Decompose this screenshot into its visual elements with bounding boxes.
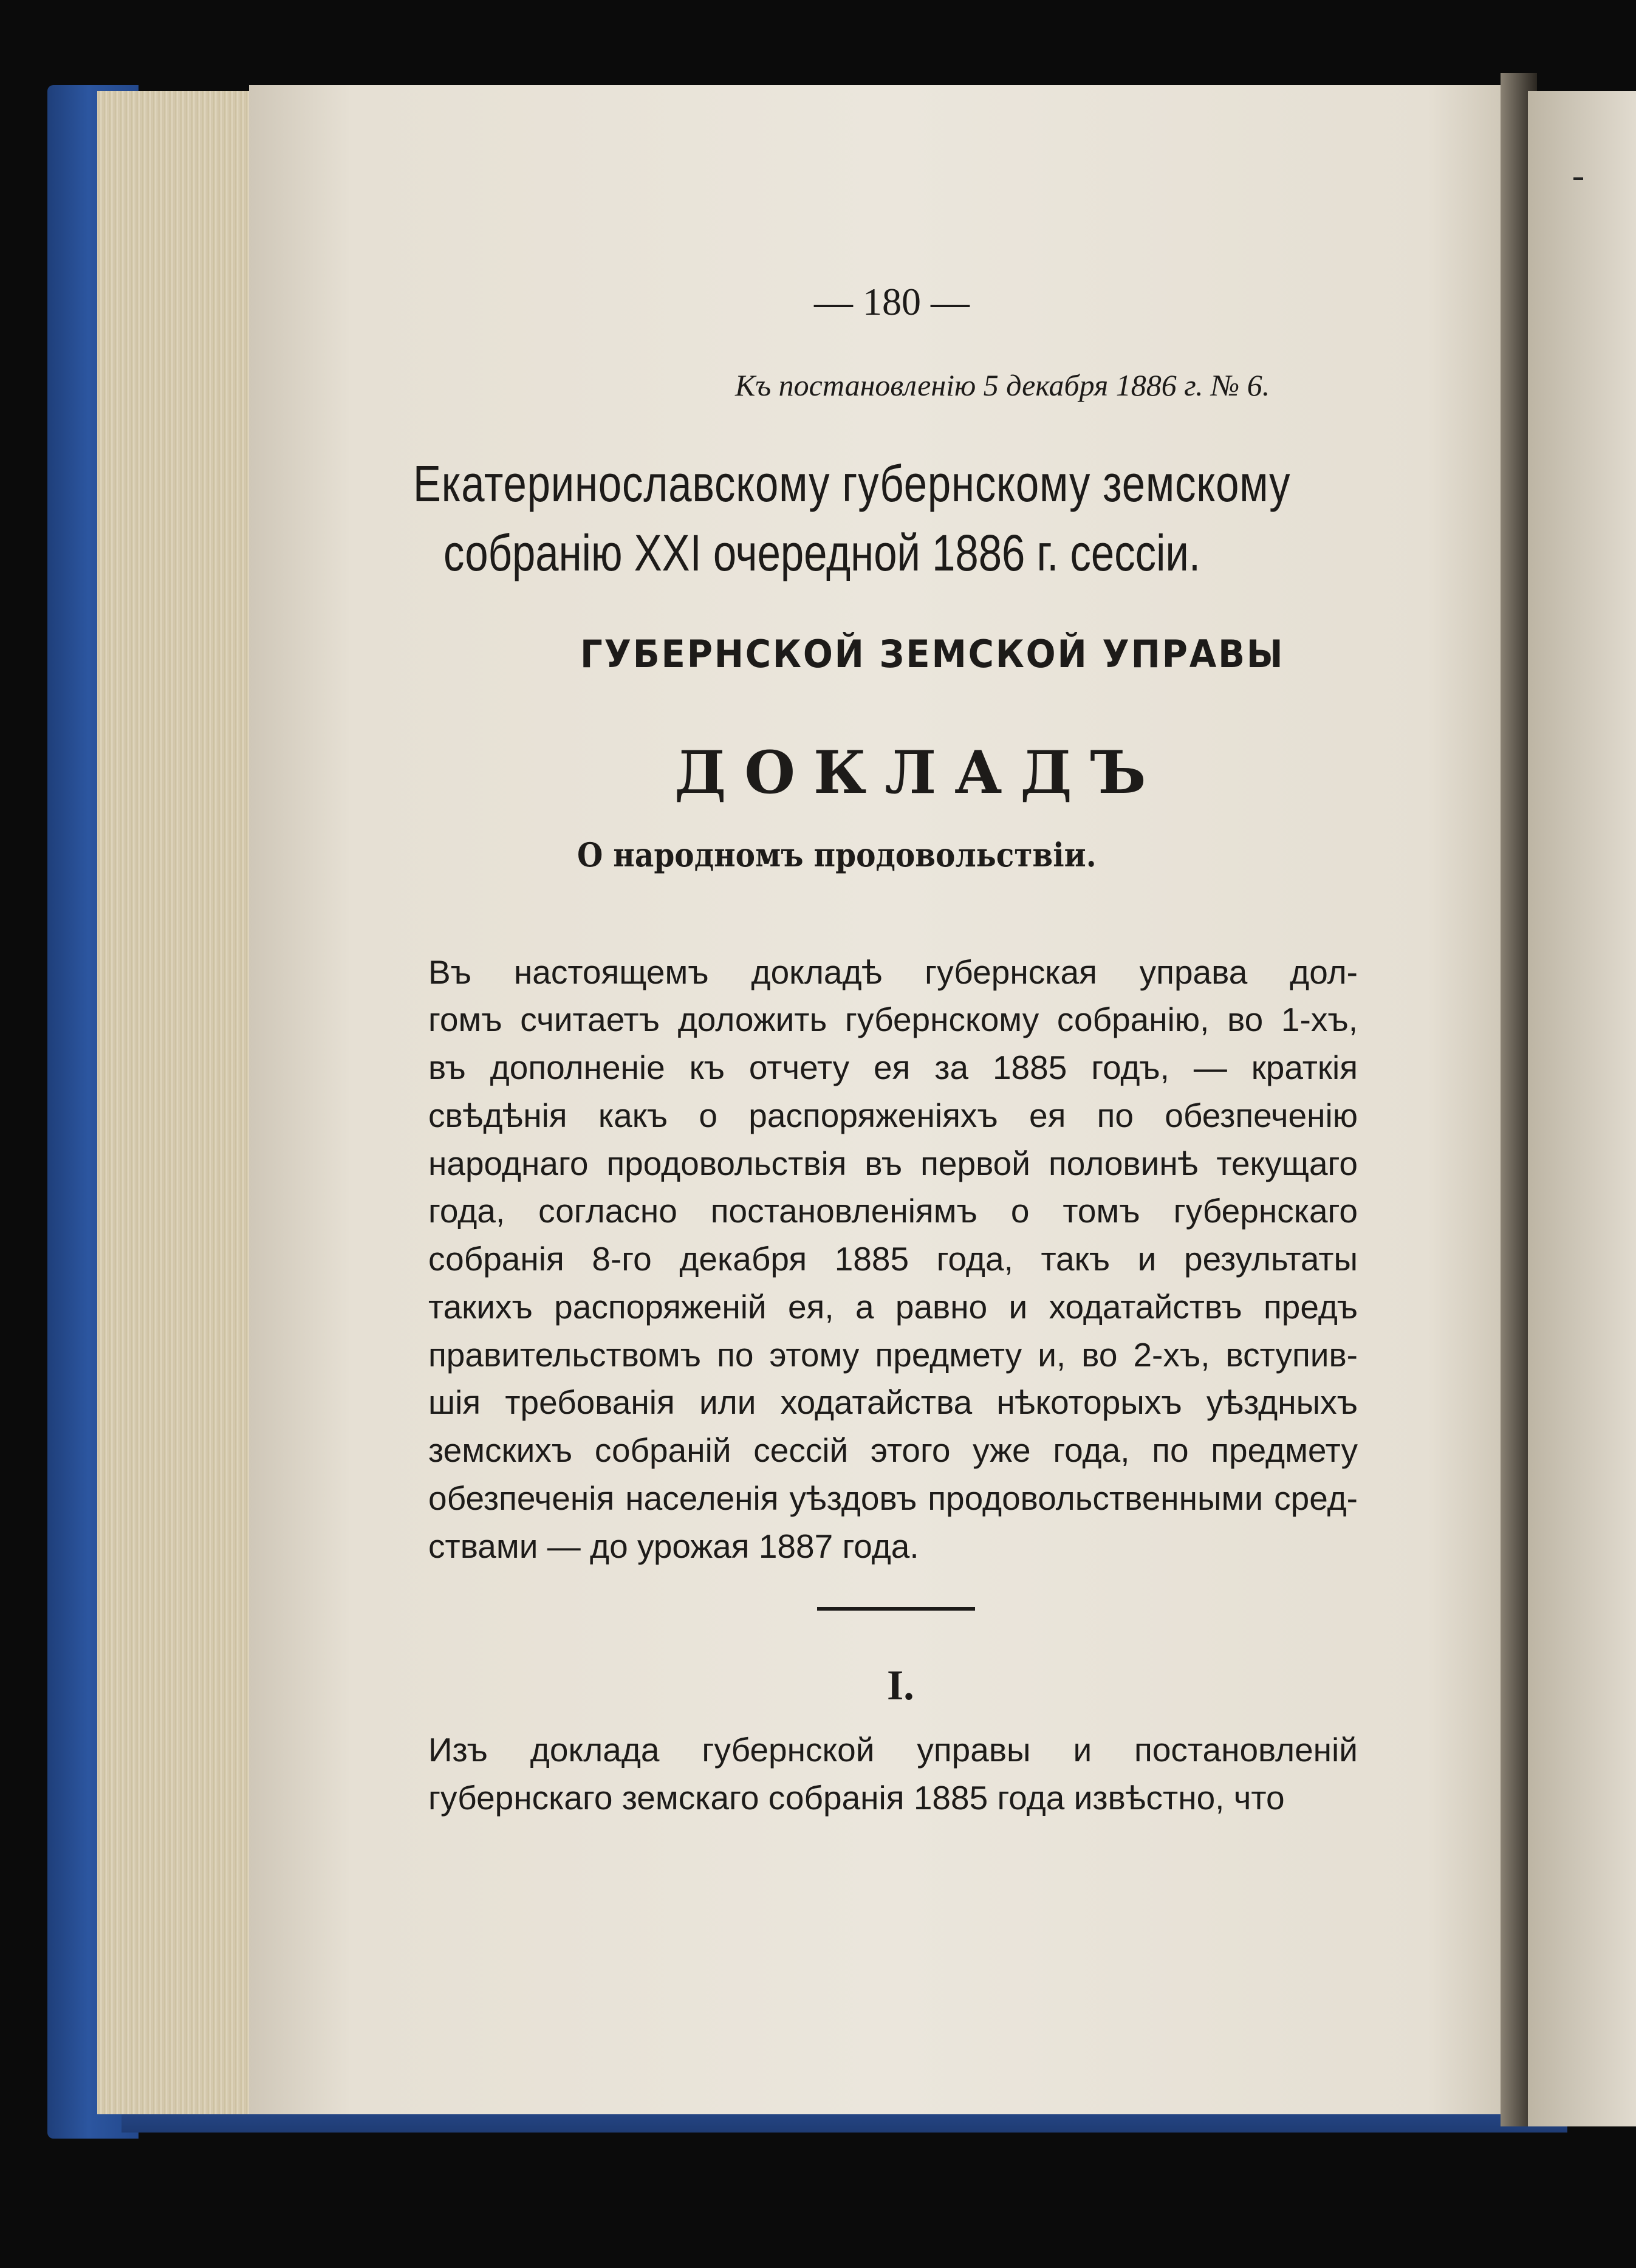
body-line: шія требованія или ходатайства нѣкоторыхъ уѣздныхъ: [428, 1383, 1358, 1421]
body-line: народнаго продовольствія въ первой половинѣ текущаго: [428, 1145, 1358, 1182]
body-line: Въ настоящемъ докладѣ губернская управа дол-: [428, 953, 1358, 991]
body-line: въ дополненіе къ отчету ея за 1885 годъ, — краткія: [428, 1049, 1358, 1086]
body-line: года, согласно постановленіямъ о томъ губернскаго: [428, 1192, 1358, 1230]
body-line: правительствомъ по этому предмету и, во 2-хъ, вступив-: [428, 1336, 1358, 1374]
facing-page-mark: [1573, 177, 1583, 180]
body-line: такихъ распоряженій ея, а равно и ходатайствъ предъ: [428, 1288, 1358, 1326]
title-line-2: собранію XXI очередной 1886 г. сессіи.: [443, 524, 1201, 581]
body-line: собранія 8-го декабря 1885 года, такъ и результаты: [428, 1240, 1358, 1278]
uprava-heading: ГУБЕРНСКОЙ ЗЕМСКОЙ УПРАВЫ: [580, 632, 1285, 676]
body-line: ствами — до урожая 1887 года.: [428, 1527, 919, 1565]
section-number: I.: [887, 1662, 914, 1709]
facing-page-edge: [1528, 91, 1636, 2126]
body-line: земскихъ собраній сессій этого уже года, по предмету: [428, 1431, 1358, 1469]
page-number: — 180 —: [814, 280, 970, 323]
subject-heading: О народномъ продовольствіи.: [577, 835, 1097, 874]
body-line: Изъ доклада губернской управы и постановленій: [428, 1731, 1358, 1769]
title-line-1: Екатеринославскому губернскому земскому: [413, 455, 1291, 512]
body-line: гомъ считаетъ доложить губернскому собранію, во 1-хъ,: [428, 1001, 1358, 1038]
page-edges: [97, 91, 273, 2114]
section-divider: [817, 1607, 975, 1611]
body-line: губернскаго земскаго собранія 1885 года извѣстно, что: [428, 1779, 1285, 1817]
resolution-reference: Къ постановленію 5 декабря 1886 г. № 6.: [735, 368, 1270, 402]
doklad-heading: ДОКЛАДЪ: [674, 738, 1165, 807]
body-line: свѣдѣнія какъ о распоряженіяхъ ея по обезпеченію: [428, 1097, 1358, 1134]
body-line: обезпеченія населенія уѣздовъ продовольственными сред-: [428, 1479, 1358, 1517]
